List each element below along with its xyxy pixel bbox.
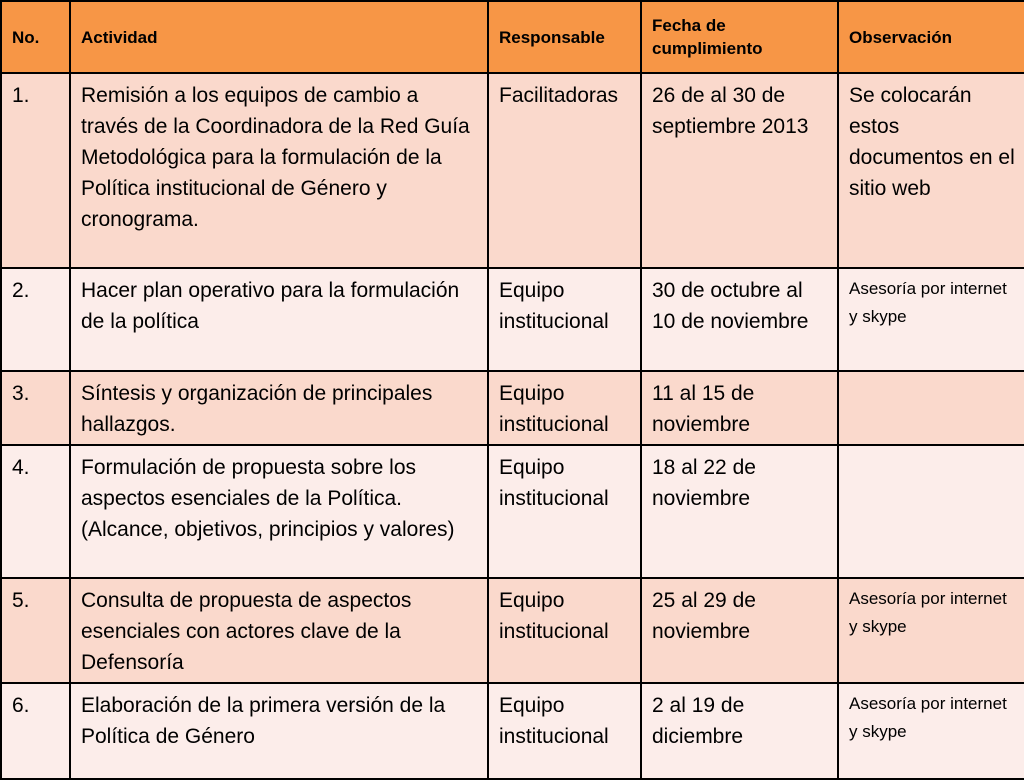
cell-no: 5. <box>1 578 70 683</box>
cell-no: 2. <box>1 268 70 371</box>
cell-observacion: Asesoría por internet y skype <box>838 578 1024 683</box>
table-row <box>1 371 1024 445</box>
cell-no: 3. <box>1 371 70 445</box>
cell-actividad: Síntesis y organización de principales hallazgos. <box>70 371 488 445</box>
cell-observacion: Asesoría por internet y skype <box>838 683 1024 779</box>
header-row <box>1 1 1024 73</box>
table-row <box>1 268 1024 371</box>
cell-fecha: 26 de al 30 de septiembre 2013 <box>641 73 838 268</box>
cell-fecha: 25 al 29 de noviembre <box>641 578 838 683</box>
cell-observacion <box>838 371 1024 445</box>
cell-observacion <box>838 445 1024 578</box>
cell-actividad: Formulación de propuesta sobre los aspectos esenciales de la Política. (Alcance, objetivos, principios y valores) <box>70 445 488 578</box>
cell-responsable: Equipo institucional <box>488 268 641 371</box>
cell-no: 4. <box>1 445 70 578</box>
cell-observacion: Se colocarán estos documentos en el sitio web <box>838 73 1024 268</box>
table-row <box>1 578 1024 683</box>
cell-actividad: Elaboración de la primera versión de la Política de Género <box>70 683 488 779</box>
header-no: No. <box>1 1 70 73</box>
cell-fecha: 2 al 19 de diciembre <box>641 683 838 779</box>
cell-no: 1. <box>1 73 70 268</box>
header-observacion: Observación <box>838 1 1024 73</box>
cell-fecha: 30 de octubre al 10 de noviembre <box>641 268 838 371</box>
cell-responsable: Equipo institucional <box>488 578 641 683</box>
cell-responsable: Equipo institucional <box>488 445 641 578</box>
cell-fecha: 18 al 22 de noviembre <box>641 445 838 578</box>
cell-responsable: Equipo institucional <box>488 683 641 779</box>
cell-observacion: Asesoría por internet y skype <box>838 268 1024 371</box>
cell-responsable: Equipo institucional <box>488 371 641 445</box>
table-row <box>1 445 1024 578</box>
cell-actividad: Hacer plan operativo para la formulación de la política <box>70 268 488 371</box>
header-responsable: Responsable <box>488 1 641 73</box>
header-fecha-line1: Fecha de <box>652 16 726 35</box>
header-fecha-line2: cumplimiento <box>652 39 763 58</box>
header-actividad: Actividad <box>70 1 488 73</box>
header-fecha <box>641 1 838 73</box>
cell-fecha: 11 al 15 de noviembre <box>641 371 838 445</box>
cell-actividad: Remisión a los equipos de cambio a través de la Coordinadora de la Red Guía Metodológica para la formulación de la Política institucional de Género y cronograma. <box>70 73 488 268</box>
cell-no: 6. <box>1 683 70 779</box>
cell-actividad: Consulta de propuesta de aspectos esenciales con actores clave de la Defensoría <box>70 578 488 683</box>
cell-responsable: Facilitadoras <box>488 73 641 268</box>
table-row <box>1 73 1024 268</box>
table-row <box>1 683 1024 779</box>
